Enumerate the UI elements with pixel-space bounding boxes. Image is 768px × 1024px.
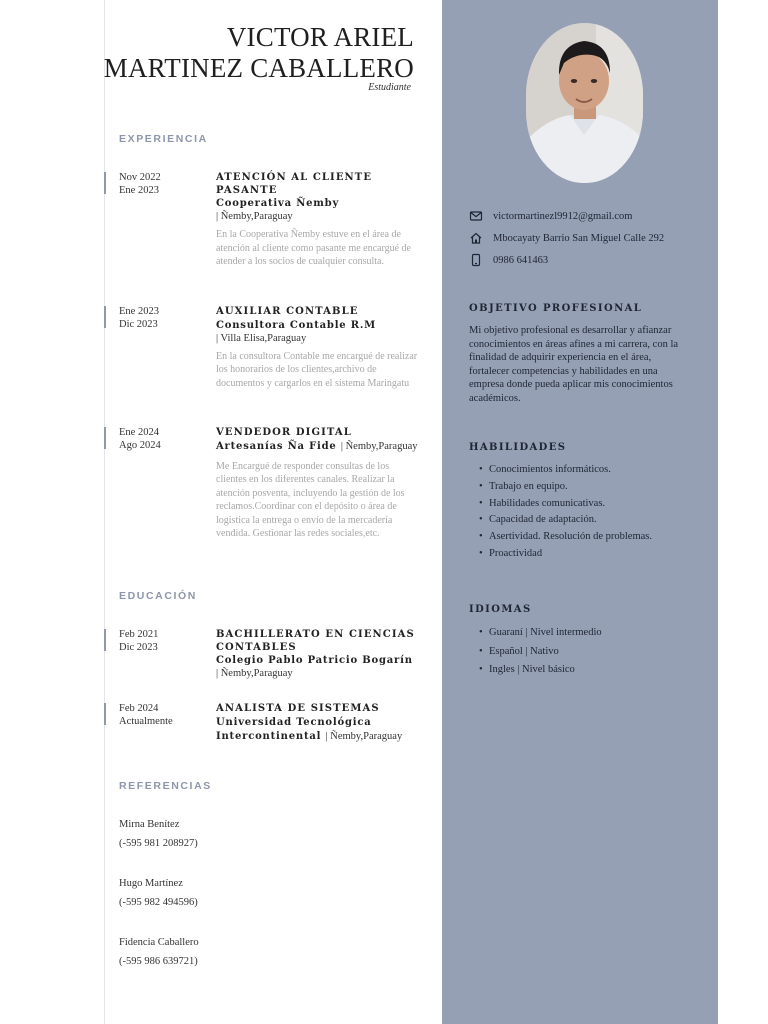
date-end: Actualmente: [119, 715, 173, 727]
contact-phone: [469, 253, 548, 267]
date-end: Dic 2023: [119, 318, 158, 330]
language-item: • Ingles | Nivel básico: [479, 661, 602, 680]
entry-dates: [119, 703, 209, 728]
home-icon: [469, 231, 483, 245]
reference-item: [119, 933, 199, 971]
date-end: Ago 2024: [119, 439, 161, 451]
left-margin-rule: [104, 0, 105, 1024]
language-item: • Guaraní | Nivel intermedio: [479, 624, 602, 643]
contact-address: [469, 231, 664, 245]
language-item: • Español | Nativo: [479, 643, 602, 662]
profile-photo-illustration: [526, 23, 643, 183]
entry-dates: [119, 306, 209, 331]
entry-body: [216, 427, 421, 541]
entry-title: BACHILLERATO EN CIENCIAS CONTABLES: [216, 629, 415, 653]
entry-marker: [104, 629, 106, 651]
entry-marker: [104, 306, 106, 328]
date-start: Nov 2022: [119, 172, 161, 183]
contact-email: [469, 209, 632, 223]
person-role: Estudiante: [368, 82, 411, 93]
entry-body: [216, 172, 421, 269]
entry-title: VENDEDOR DIGITAL: [216, 427, 352, 438]
entry-marker: [104, 172, 106, 194]
reference-item: [119, 874, 198, 912]
languages-heading: IDIOMAS: [469, 604, 532, 615]
reference-phone: (-595 986 639721): [119, 956, 198, 967]
date-end: Dic 2023: [119, 641, 158, 653]
entry-title: ATENCIÓN AL CLIENTE PASANTE: [216, 172, 373, 196]
date-end: Ene 2023: [119, 184, 159, 196]
entry-description: En la Cooperativa Ñemby estuve en el área de atención al cliente como pasante me encargué de atender a los socios de cualquier consulta.: [216, 229, 411, 267]
objective-text: Mi objetivo profesional es desarrollar y afianzar conocimientos en áreas afines a mi carrera, con la finalidad de adquirir experiencia en el área, fortalecer competencias y habilidades en una empresa donde pueda aplicar mis conocimientos académicos.: [469, 325, 679, 404]
reference-phone: (-595 982 494596): [119, 897, 198, 908]
reference-item: [119, 815, 198, 853]
skill-item: • Trabajo en equipo.: [479, 479, 652, 496]
entry-organization: Artesanías Ña Fide: [216, 440, 337, 452]
entry-body: [216, 629, 421, 679]
entry-location: | Ñemby,Paraguay: [325, 730, 403, 742]
reference-name: Fidencia Caballero: [119, 937, 199, 948]
skill-item: • Habilidades comunicativas.: [479, 496, 652, 513]
skills-list: [479, 462, 652, 563]
entry-organization: Cooperativa Ñemby: [216, 198, 340, 209]
date-start: Ene 2024: [119, 427, 159, 438]
entry-organization: Universidad Tecnológica Intercontinental: [216, 716, 372, 742]
entry-title: AUXILIAR CONTABLE: [216, 306, 359, 317]
name-line-1: VICTOR ARIEL: [226, 22, 414, 52]
phone-icon: [469, 253, 483, 267]
entry-dates: [119, 427, 209, 452]
reference-name: Mirna Benítez: [119, 819, 180, 830]
date-start: Feb 2021: [119, 629, 159, 640]
entry-organization: Consultora Contable R.M: [216, 319, 377, 331]
entry-location: | Villa Elisa,Paraguay: [216, 332, 307, 344]
profile-photo: [526, 23, 643, 183]
entry-title: ANALISTA DE SISTEMAS: [216, 703, 380, 714]
date-start: Ene 2023: [119, 306, 159, 317]
entry-dates: [119, 172, 209, 197]
entry-description: Me Encargué de responder consultas de los clientes en los diferentes canales. Realizar la atención posventa, incluyendo la gestión de los reclamos.Coordinar con el depósito o área de logística la entrega o envío de la mercadería vendida. Gestionar las redes sociales,etc.: [216, 460, 405, 539]
entry-marker: [104, 427, 106, 449]
reference-name: Hugo Martínez: [119, 878, 183, 889]
entry-organization-line: [216, 440, 421, 454]
entry-location: | Ñemby,Paraguay: [340, 440, 418, 452]
contact-phone-text: 0986 641463: [493, 254, 549, 266]
entry-location: | Ñemby,Paraguay: [216, 211, 293, 222]
entry-marker: [104, 703, 106, 725]
entry-body: [216, 306, 421, 390]
contact-address-text: Mbocayaty Barrio San Miguel Calle 292: [493, 232, 665, 244]
skill-item: • Conocimientos informáticos.: [479, 462, 652, 479]
date-start: Feb 2024: [119, 703, 159, 714]
references-heading: REFERENCIAS: [119, 780, 212, 792]
reference-phone: (-595 981 208927): [119, 838, 198, 849]
contact-email-text: victormartinezl9912@gmail.com: [493, 210, 633, 222]
entry-organization: Colegio Pablo Patricio Bogarín: [216, 655, 413, 666]
entry-body: [216, 703, 421, 744]
skills-heading: HABILIDADES: [469, 442, 567, 453]
name-line-2: MARTINEZ CABALLERO: [103, 53, 414, 83]
envelope-icon: [469, 209, 483, 223]
education-heading: EDUCACIÓN: [119, 590, 197, 602]
entry-organization-line: [216, 716, 421, 744]
entry-location: | Ñemby,Paraguay: [216, 668, 293, 679]
entry-description: En la consultora Contable me encargué de realizar los honorarios de los clientes,archivo de documentos y cargarlos en el sistema Maringatu: [216, 350, 418, 389]
entry-dates: [119, 629, 209, 654]
person-name: [104, 22, 414, 84]
experience-heading: EXPERIENCIA: [119, 133, 208, 145]
objective-heading: OBJETIVO PROFESIONAL: [469, 303, 643, 314]
skill-item: • Proactividad: [479, 546, 652, 563]
languages-list: [479, 624, 602, 680]
skill-item: • Asertividad. Resolución de problemas.: [479, 529, 652, 546]
skill-item: • Capacidad de adaptación.: [479, 512, 652, 529]
